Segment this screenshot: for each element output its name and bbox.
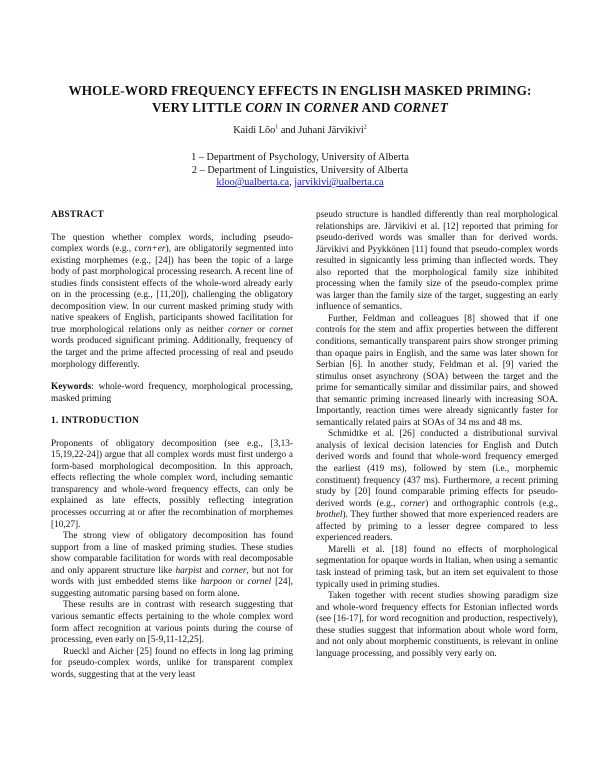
right-column — [316, 210, 558, 660]
email-link-2[interactable]: jarvikivi@ualberta.ca — [294, 177, 384, 188]
right-paragraph-3 — [316, 429, 558, 544]
title-text: VERY LITTLE — [152, 100, 246, 115]
email-link-1[interactable]: kloo@ualberta.ca — [216, 177, 290, 188]
right-italic: corner — [400, 498, 426, 509]
left-column — [51, 210, 293, 681]
abstract-heading: ABSTRACT — [51, 210, 105, 220]
intro-paragraph-3: These results are in contrast with research suggesting that various semantic effects pertaining to the whole complex word form affect recognition at various points during the course of processing, even early on [5-9,11-12,25]. — [51, 600, 293, 646]
right-italic: brothel — [316, 510, 343, 521]
intro-seg: or — [231, 577, 248, 588]
keywords — [51, 382, 293, 405]
intro-heading: 1. INTRODUCTION — [51, 416, 140, 427]
email-sep: , — [289, 177, 295, 188]
author-1-affil: 1 — [275, 124, 279, 131]
authors-and: and — [278, 125, 299, 136]
title-text: IN — [282, 100, 305, 115]
title-italic-corn: CORN — [245, 100, 283, 115]
intro-seg: , but not for words with just embedded stems like — [51, 565, 293, 588]
abstract-italic: corner — [227, 324, 253, 335]
intro-seg: and — [201, 565, 222, 576]
right-seg: Schmidtke et al. [26] conducted a distributional survival analysis of lexical decision latencies for English and Dutch derived words and found that whole-word frequency emerged the earliest (419 ms), followed by stem (i.e., morphemic constituent) frequency (437 ms). Furthermore, a recent priming study by [20] found comparable priming effects for pseudo-derived words (e.g., — [316, 429, 558, 509]
right-seg: ). They further showed that more experienced readers are affected by priming to a lesser degree compared to less experienced readers. — [316, 510, 558, 544]
intro-paragraph-2 — [51, 531, 293, 600]
author-1: Kaidi Lõo — [233, 125, 276, 136]
abstract-seg: The question whether complex words, including pseudo-complex words (e.g., — [51, 232, 293, 255]
intro-italic: harpoon — [200, 577, 232, 588]
intro-italic: corner — [221, 565, 247, 576]
affiliation-2: 2 – Department of Linguistics, University of Alberta — [191, 164, 409, 176]
intro-italic: harpist — [175, 565, 202, 576]
title-line-2 — [40, 99, 560, 116]
intro-seg: The strong view of obligatory decomposition has found support from a line of masked priming studies. These studies show comparable facilitation for words with real decomposable and only apparent structure like — [51, 531, 293, 576]
intro-italic: cornel — [247, 577, 272, 588]
title-text: AND — [358, 100, 394, 115]
right-paragraph-1: pseudo structure is handled differently than real morphological relationships are. Järvikivi et al. [12] reported that priming for pseudo-derived words was smaller than for derived words. Järvikivi and Pyykkönen [11] found that pseudo-complex words resulted in signicantly less priming than inflected words. They also reported that the morphological family size inhibited processing when the family size of the pseudo-complex prime was larger than the family size of the target, suggesting an early influence of semantics. — [316, 210, 558, 313]
intro-paragraph-4: Rueckl and Aicher [25] found no effects in long lag priming for pseudo-complex words, unlike for transparent complex words, suggesting that at the very least — [51, 646, 293, 680]
abstract-seg: or — [252, 324, 270, 335]
affiliation-1: 1 – Department of Psychology, University of Alberta — [191, 152, 409, 163]
keywords-label: Keywords — [51, 382, 92, 393]
abstract-italic: cornet — [269, 324, 293, 335]
paper-title — [40, 82, 560, 116]
abstract-text — [51, 233, 293, 372]
title-line-1: WHOLE-WORD FREQUENCY EFFECTS IN ENGLISH MASKED PRIMING: — [68, 83, 532, 98]
title-italic-corner: CORNER — [304, 100, 359, 115]
intro-seg: [24], suggesting automatic parsing based on form alone. — [51, 577, 293, 599]
right-seg: ) and orthographic controls (e.g., — [425, 498, 558, 509]
author-2: Juhani Järvikivi — [298, 125, 364, 136]
author-2-affil: 2 — [363, 124, 367, 131]
abstract-italic: corn+er — [134, 244, 166, 255]
authors-line — [0, 125, 600, 136]
keywords-text: : whole-word frequency, morphological processing, masked priming — [51, 382, 293, 404]
right-paragraph-4: Marelli et al. [18] found no effects of morphological segmentation for opaque words in Italian, when using a semantic task instead of priming task, but an item set equivalent to those typically used in priming studies. — [316, 544, 558, 590]
abstract-seg: words produced significant priming. Additionally, frequency of the target and the prime affected processing of real and pseudo morphology differently. — [51, 336, 293, 370]
affiliations — [0, 152, 600, 190]
title-italic-cornet: CORNET — [393, 100, 448, 115]
intro-paragraph-1: Proponents of obligatory decomposition (see e.g., [3,13-15,19,22-24]) argue that all complex words must first undergo a form-based morphological decomposition. In this approach, effects reflecting the whole complex word, including semantic transparency and whole-word frequency effects, can only be explained as late effects, possibly reflecting integration processes occurring at or after the recombination of morphemes [10,27]. — [51, 438, 293, 530]
emails — [0, 177, 600, 190]
right-paragraph-2: Further, Feldman and colleagues [8] showed that if one controls for the stem and affix properties between the different conditions, semantically transparent pairs show stronger priming than opaque pairs in English, and the same was later shown for Serbian [6]. In another study, Feldman et al. [9] varied the stimulus onset asynchrony (SOA) between the target and the prime for semantically similar and dissimilar pairs, and showed that semantic priming increased linearly with increasing SOA. Importantly, reaction times were already signicantly faster for semantically related pairs at SOAs of 34 ms and 48 ms. — [316, 313, 558, 428]
right-paragraph-5: Taken together with recent studies showing paradigm size and whole-word frequency effects for Estonian inflected words (see [16-17], for word recognition and production, respectively), these studies suggest that information about whole word form, and not only about morphemic constituents, is relevant in online language processing, and possibly very early on. — [316, 591, 558, 659]
abstract-seg: ), are obligatorily segmented into existing morphemes (e.g., [24]) has been the topic of a large body of past morphological processing research. A recent line of studies finds consistent effects of the whole-word already early on in the processing (e.g., [11,20]), challenging the obligatory decomposition view. In our current masked priming study with native speakers of English, participants showed facilitation for true morphological relations only as neither — [51, 244, 293, 335]
